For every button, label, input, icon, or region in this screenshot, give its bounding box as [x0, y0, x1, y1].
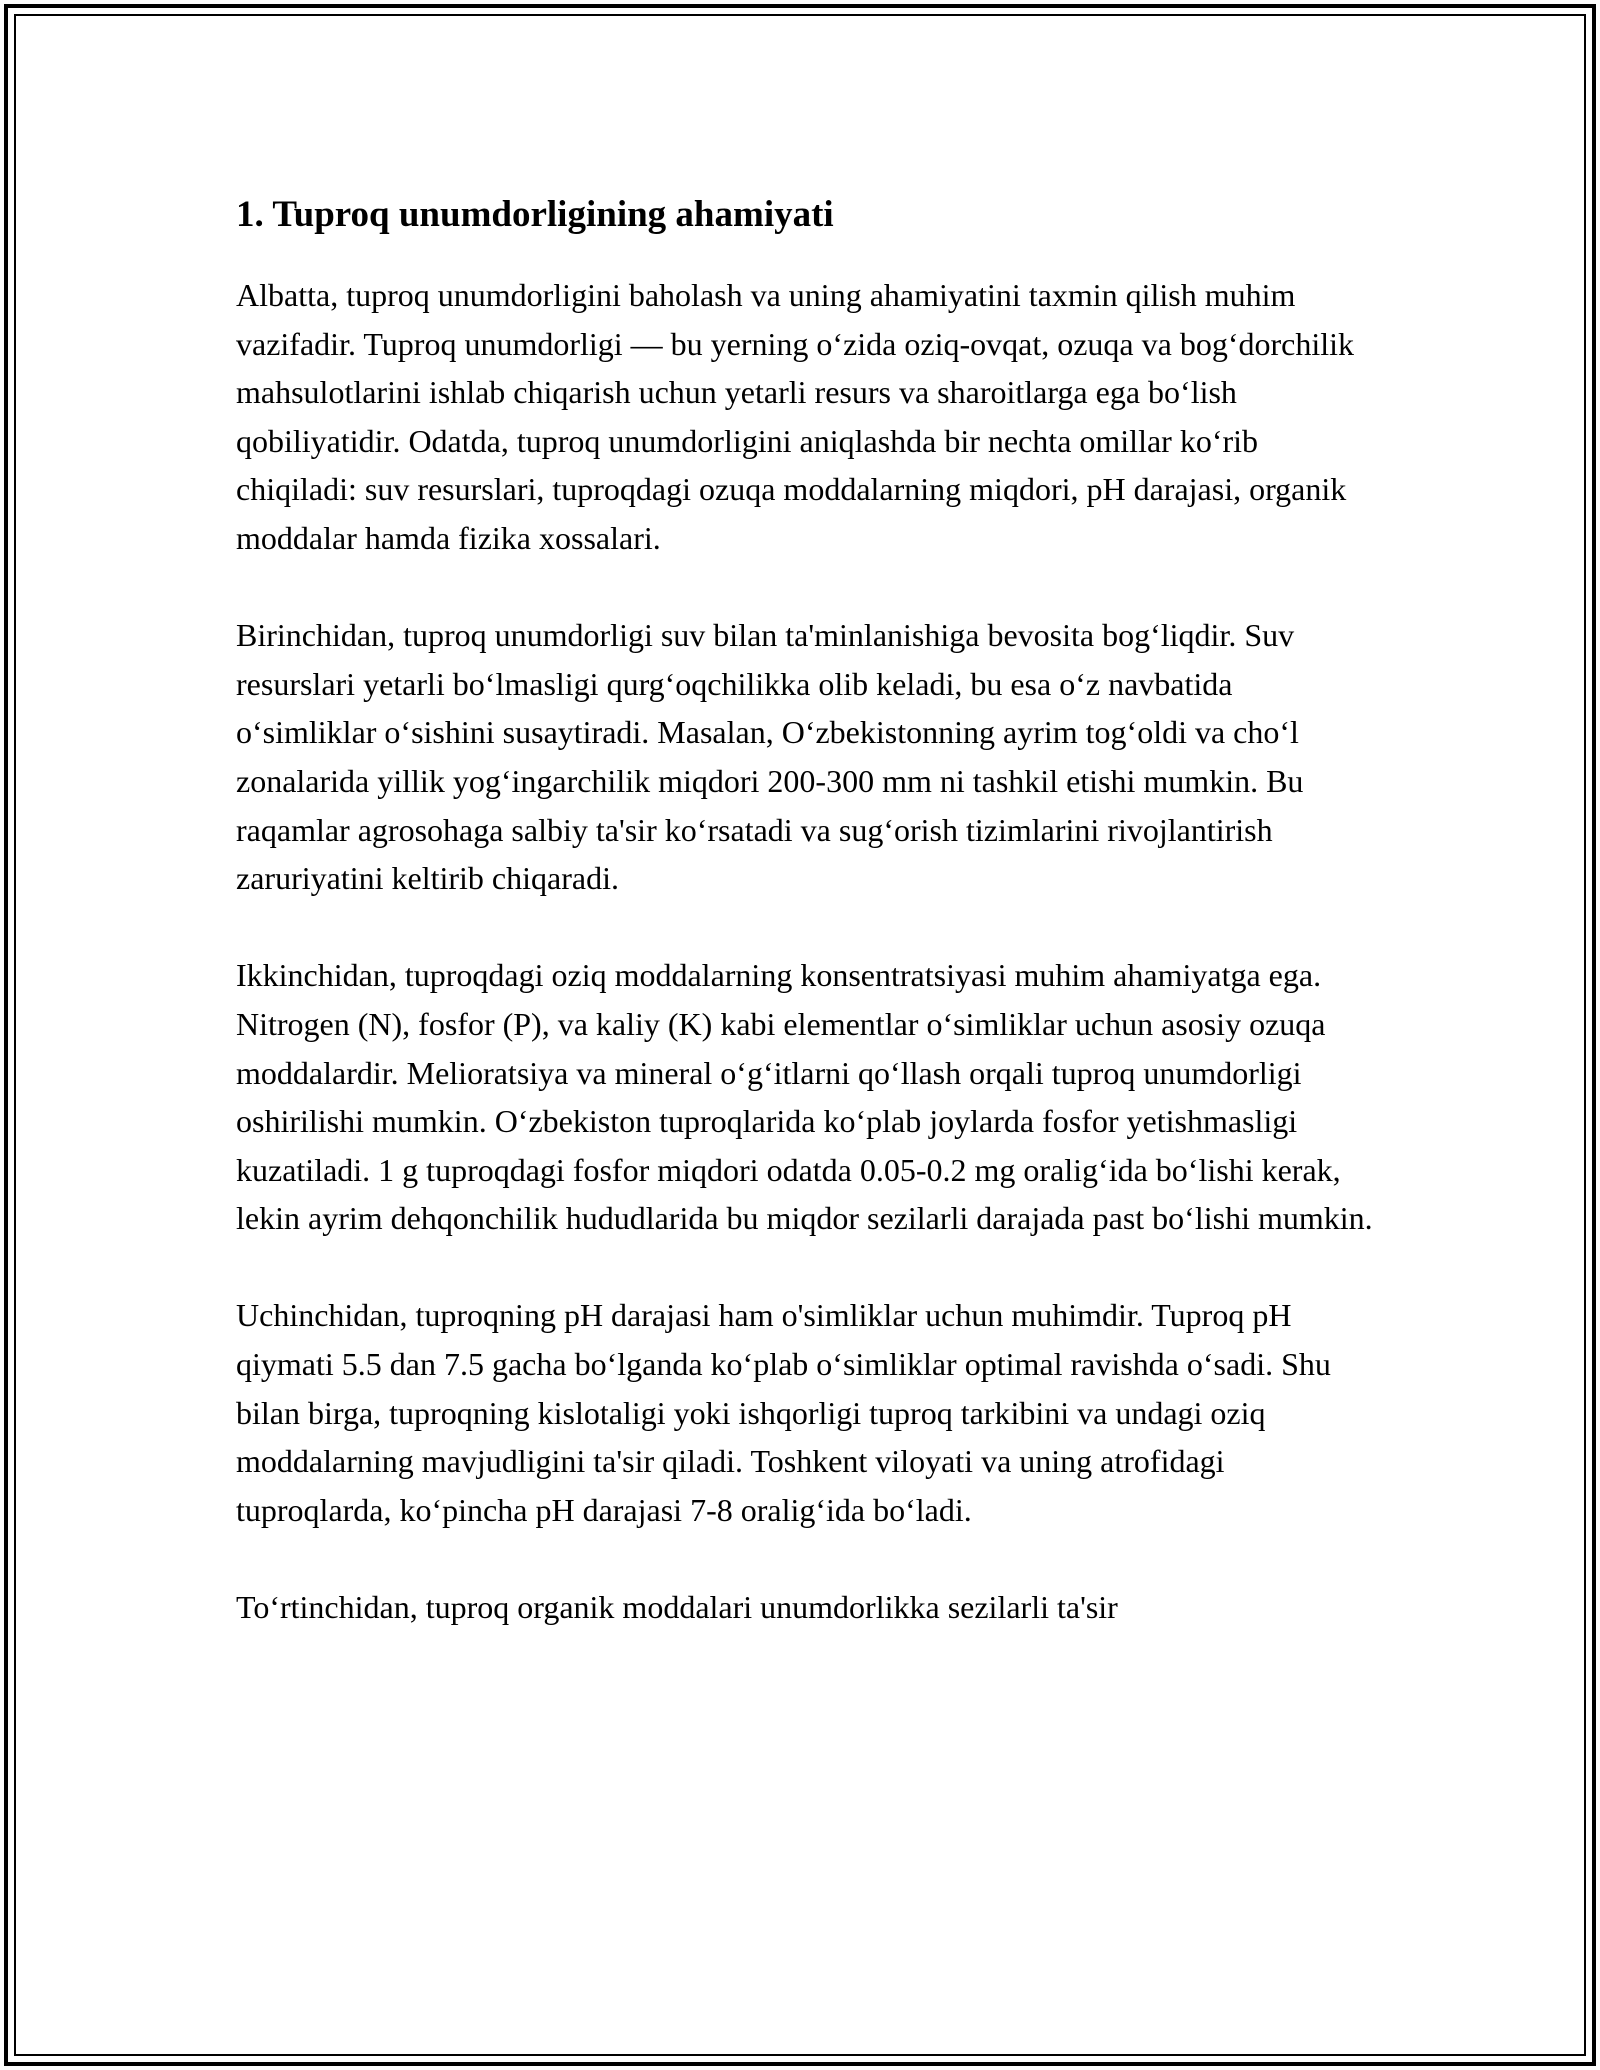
- paragraph-intro: Albatta, tuproq unumdorligini baholash va uning ahamiyatini taxmin qilish muhim vazifadir. Tuproq unumdorligi — bu yerning o‘zida oziq-ovqat, ozuqa va bog‘dorchilik mahsulotlarini ishlab chiqarish uchun yetarli resurs va sharoitlarga ega bo‘lish qobiliyatidir. Odatda, tuproq unumdorligini aniqlashda bir nechta omillar ko‘rib chiqiladi: suv resurslari, tuproqdagi ozuqa moddalarning miqdori, pH darajasi, organik moddalar hamda fizika xossalari.: [236, 277, 1354, 556]
- paragraph-fourth-organic: To‘rtinchidan, tuproq organik moddalari unumdorlikka sezilarli ta'sir: [236, 1589, 1118, 1626]
- section-heading: 1. Tuproq unumdorligining ahamiyati: [236, 194, 834, 235]
- paragraph-first-water: Birinchidan, tuproq unumdorligi suv bilan ta'minlanishiga bevosita bog‘liqdir. Suv resurslari yetarli bo‘lmasligi qurg‘oqchilikka olib keladi, bu esa o‘z navbatida o‘simliklar o‘sishini susaytiradi. Masalan, O‘zbekistonning ayrim tog‘oldi va cho‘l zonalarida yillik yog‘ingarchilik miqdori 200-300 mm ni tashkil etishi mumkin. Bu raqamlar agrosohaga salbiy ta'sir ko‘rsatadi va sug‘orish tizimlarini rivojlantirish zaruriyatini keltirib chiqaradi.: [236, 617, 1304, 897]
- paragraph-second-nutrients: Ikkinchidan, tuproqdagi oziq moddalarning konsentratsiyasi muhim ahamiyatga ega. Nitrogen (N), fosfor (P), va kaliy (K) kabi elementlar o‘simliklar uchun asosiy ozuqa moddalardir. Melioratsiya va mineral o‘g‘itlarni qo‘llash orqali tuproq unumdorligi oshirilishi mumkin. O‘zbekiston tuproqlarida ko‘plab joylarda fosfor yetishmasligi kuzatiladi. 1 g tuproqdagi fosfor miqdori odatda 0.05-0.2 mg oralig‘ida bo‘lishi kerak, lekin ayrim dehqonchilik hududlarida bu miqdor sezilarli darajada past bo‘lishi mumkin.: [236, 957, 1373, 1237]
- document-body: [236, 185, 1376, 1680]
- paragraph-third-ph: Uchinchidan, tuproqning pH darajasi ham o'simliklar uchun muhimdir. Tuproq pH qiymati 5.5 dan 7.5 gacha bo‘lganda ko‘plab o‘simliklar optimal ravishda o‘sadi. Shu bilan birga, tuproqning kislotaligi yoki ishqorligi tuproq tarkibini va undagi oziq moddalarning mavjudligini ta'sir qiladi. Toshkent viloyati va uning atrofidagi tuproqlarda, ko‘pincha pH darajasi 7-8 oralig‘ida bo‘ladi.: [236, 1297, 1331, 1528]
